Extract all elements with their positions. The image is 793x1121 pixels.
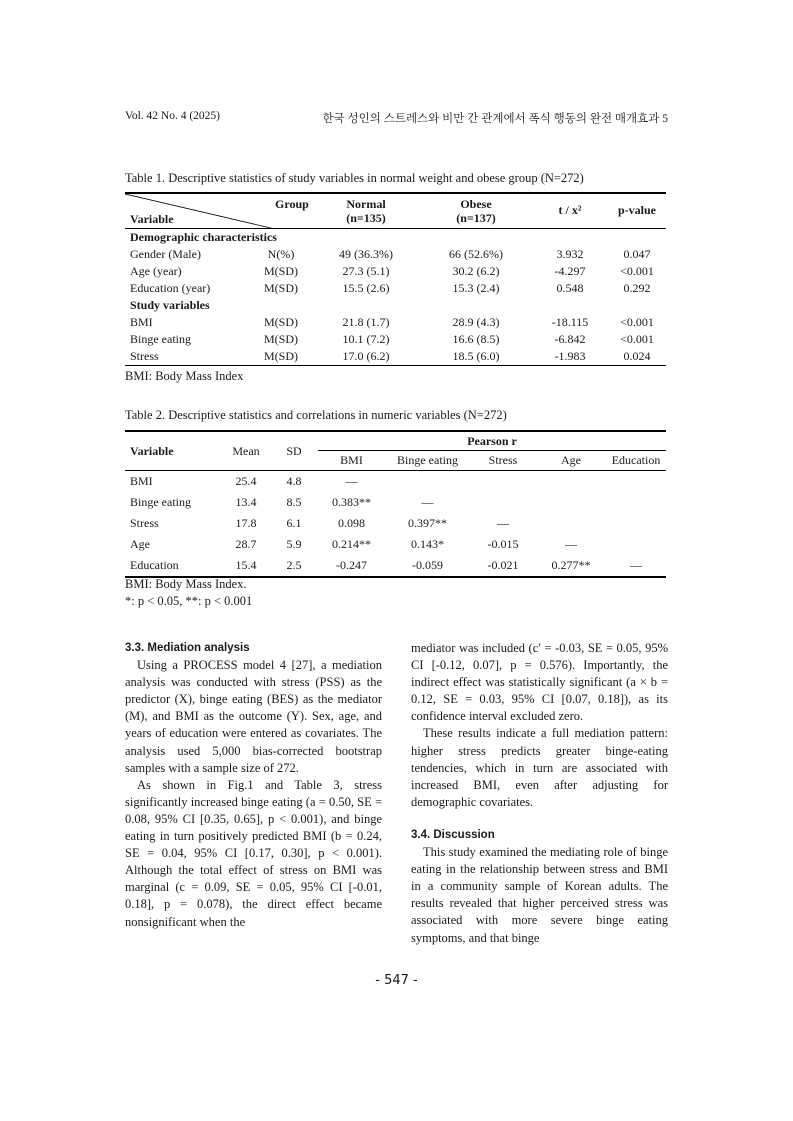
table2-col-sd: SD (270, 431, 318, 471)
table1-col-obese-n: (n=137) (456, 211, 496, 225)
table1-cell-p: <0.001 (620, 314, 654, 329)
table2-cell-variable: Education (130, 558, 179, 572)
table1-cell-t: -1.983 (554, 348, 586, 363)
table2-cell-corr (606, 492, 666, 513)
table2-subcol: Age (536, 451, 606, 471)
table1-cell-group: M(SD) (263, 331, 298, 346)
table1-col-p: p-value (608, 193, 666, 228)
table1-cell-p: 0.024 (623, 348, 651, 363)
table2-row (125, 534, 666, 555)
table2-cell-corr: 0.098 (338, 516, 365, 530)
table1-cell-variable: Binge eating (130, 331, 191, 346)
table1-cell-group: M(SD) (263, 348, 298, 363)
running-header (125, 110, 668, 126)
table1-row (125, 263, 666, 280)
table2-cell-mean: 25.4 (235, 474, 257, 488)
table1-cell-t: -6.842 (554, 331, 586, 346)
table2-row (125, 492, 666, 513)
table2-cell-corr: — (497, 516, 509, 530)
table2-cell-corr (606, 471, 666, 493)
table2-cell-corr: 0.383** (332, 495, 371, 509)
table1-cell-obese: 30.2 (6.2) (452, 263, 500, 278)
table1-cell-group: N(%) (267, 246, 295, 261)
table1-cell-t: 3.932 (556, 246, 584, 261)
table1-col-obese: Obese (460, 197, 492, 211)
table2-cell-corr (606, 534, 666, 555)
table2-cell-corr (385, 471, 470, 493)
table1-header-diagonal (125, 193, 312, 228)
table1-col-normal: Normal (346, 197, 386, 211)
table1-row (125, 314, 666, 331)
table2-subcol: Binge eating (385, 451, 470, 471)
table2-row (125, 513, 666, 534)
table1-cell-variable: Gender (Male) (130, 246, 201, 261)
table2-cell-mean: 17.8 (235, 516, 257, 530)
table2-cell-corr (536, 492, 606, 513)
table1-cell-obese: 15.3 (2.4) (452, 280, 500, 295)
page-number: - 547 - (375, 973, 418, 988)
table1-cell-obese: 18.5 (6.0) (452, 348, 500, 363)
table2-cell-variable: Age (130, 537, 150, 551)
table1-cell-normal: 21.8 (1.7) (342, 314, 390, 329)
table1-row (125, 348, 666, 366)
table2-cell-sd: 5.9 (286, 537, 302, 551)
table2-cell-corr: — (565, 537, 577, 551)
table1-col-variable: Variable (130, 212, 174, 226)
running-title: 한국 성인의 스트레스와 비만 간 관계에서 폭식 행동의 완전 매개효과 5 (322, 113, 668, 125)
paragraph-mediation-2a: As shown in Fig.1 and Table 3, stress significantly increased binge eating (a = 0.50, SE = 0.08, 95% CI [0.35, 0.65], p < 0.001), and binge eating in turn positively predicted BMI (b = 0.24, SE = 0.04, 95% CI [0.17, 0.30], p < 0.001). Although the total effect of stress on BMI was marginal (c = 0.09, SE = 0.05, 95% CI [-0.01, 0.18], p = 0.078), the direct effect became nonsignificant when the (125, 777, 382, 929)
table1-cell-normal: 27.3 (5.1) (342, 263, 390, 278)
table2-cell-corr: -0.059 (412, 558, 443, 572)
table1-cell-p: 0.047 (623, 246, 651, 261)
table1-cell-obese: 28.9 (4.3) (452, 314, 500, 329)
table2-cell-corr: -0.247 (336, 558, 367, 572)
table2-cell-corr: -0.015 (487, 537, 519, 551)
table2-cell-variable: Binge eating (130, 495, 191, 509)
table2-cell-corr: 0.277** (551, 558, 591, 572)
table2 (125, 430, 666, 578)
table1-row (125, 280, 666, 297)
table2-note-bmi: BMI: Body Mass Index. (125, 577, 247, 591)
table2-cell-sd: 6.1 (286, 516, 302, 530)
table1-cell-group: M(SD) (263, 314, 298, 329)
table2-cell-corr: -0.021 (487, 558, 519, 572)
table2-row (125, 555, 666, 577)
table2-cell-variable: BMI (130, 474, 153, 488)
table1-cell-variable: Education (year) (130, 280, 211, 295)
table1-note: BMI: Body Mass Index (125, 369, 244, 383)
table1-cell-variable: Stress (130, 348, 159, 363)
table1-row (125, 331, 666, 348)
table1-cell-normal: 49 (36.3%) (339, 246, 393, 261)
table1-cell-t: 0.548 (556, 280, 584, 295)
paragraph-mediation-3: These results indicate a full mediation pattern: higher stress predicts greater binge-eating tendencies, which in turn are associated with increased BMI, even after adjusting for demographic covariates. (411, 726, 668, 809)
table2-subcol: Stress (470, 451, 536, 471)
table1-cell-t: -4.297 (554, 263, 586, 278)
table2-cell-corr (470, 492, 536, 513)
table2-cell-corr: 0.143* (411, 537, 444, 551)
table1-section-study: Study variables (130, 297, 210, 312)
right-column (411, 640, 668, 947)
paragraph-mediation-1: Using a PROCESS model 4 [27], a mediation analysis was conducted with stress (PSS) as the predictor (X), binge eating (BES) as the mediator (M), and BMI as the outcome (Y). Sex, age, and years of education were entered as covariates. The analysis used 5,000 bias-corrected bootstrap samples with a sample size of 272. (125, 658, 382, 775)
table2-pearson-header (318, 431, 666, 451)
table1-row (125, 246, 666, 263)
table1 (125, 192, 666, 366)
table2-col-mean: Mean (222, 431, 270, 471)
table1-cell-normal: 10.1 (7.2) (342, 331, 390, 346)
table2-col-variable: Variable (125, 431, 222, 471)
table1-cell-group: M(SD) (263, 280, 298, 295)
table1-cell-group: M(SD) (263, 263, 298, 278)
table2-cell-corr: 0.214** (332, 537, 371, 551)
paragraph-mediation-2b: mediator was included (c′ = -0.03, SE = 0.05, 95% CI [-0.12, 0.07], p = 0.576). Importantly, the indirect effect was statistically significant (a × b = 0.12, SE = 0.03, 95% CI [0.07, 0.18]), as its confidence interval excluded zero. (411, 641, 668, 724)
table1-col-group: Group (275, 197, 309, 211)
table2-row (125, 471, 666, 493)
section-3-4-heading: 3.4. Discussion (411, 828, 495, 841)
table1-cell-variable: Age (year) (130, 263, 182, 278)
table2-cell-corr (536, 513, 606, 534)
table1-col-t: t / x² (532, 193, 608, 228)
paragraph-discussion: This study examined the mediating role of binge eating in the relationship between stress and BMI in a community sample of Korean adults. The results revealed that higher perceived stress was associated with more severe binge eating symptoms, and that binge (411, 845, 668, 945)
table2-cell-sd: 4.8 (286, 474, 302, 488)
table2-cell-corr (536, 471, 606, 493)
table2-cell-mean: 13.4 (235, 495, 257, 509)
table2-cell-corr (606, 513, 666, 534)
section-3-3-heading: 3.3. Mediation analysis (125, 642, 250, 654)
table1-col-normal-n: (n=135) (346, 211, 386, 225)
table1-cell-obese: 66 (52.6%) (449, 246, 503, 261)
table2-caption: Table 2. Descriptive statistics and correlations in numeric variables (N=272) (125, 408, 507, 422)
table1-cell-p: 0.292 (623, 280, 651, 295)
table2-cell-corr (470, 471, 536, 493)
table2-cell-corr: — (630, 558, 643, 572)
table1-cell-p: <0.001 (620, 331, 654, 346)
pearson-label: Pearson r (467, 434, 517, 448)
table2-cell-corr: — (345, 474, 358, 488)
table1-section-demographic: Demographic characteristics (130, 229, 277, 244)
table2-cell-mean: 15.4 (235, 558, 257, 572)
table1-cell-normal: 15.5 (2.6) (342, 280, 390, 295)
journal-volume: Vol. 42 No. 4 (2025) (125, 110, 220, 122)
table1-cell-variable: BMI (130, 314, 153, 329)
left-column (125, 640, 382, 931)
table2-subcol: Education (606, 451, 666, 471)
table2-subcol: BMI (318, 451, 385, 471)
table2-cell-mean: 28.7 (235, 537, 257, 551)
table2-cell-sd: 2.5 (286, 558, 302, 572)
table1-cell-p: <0.001 (620, 263, 654, 278)
table2-cell-corr: 0.397** (408, 516, 447, 530)
table1-cell-normal: 17.0 (6.2) (342, 348, 390, 363)
table2-cell-sd: 8.5 (286, 495, 302, 509)
table1-cell-t: -18.115 (551, 314, 589, 329)
table1-cell-obese: 16.6 (8.5) (452, 331, 500, 346)
table1-caption: Table 1. Descriptive statistics of study variables in normal weight and obese group (N=272) (125, 171, 584, 185)
table2-cell-variable: Stress (130, 516, 159, 530)
table2-cell-corr: — (421, 495, 434, 509)
table2-note-significance: *: p < 0.05, **: p < 0.001 (125, 594, 253, 608)
